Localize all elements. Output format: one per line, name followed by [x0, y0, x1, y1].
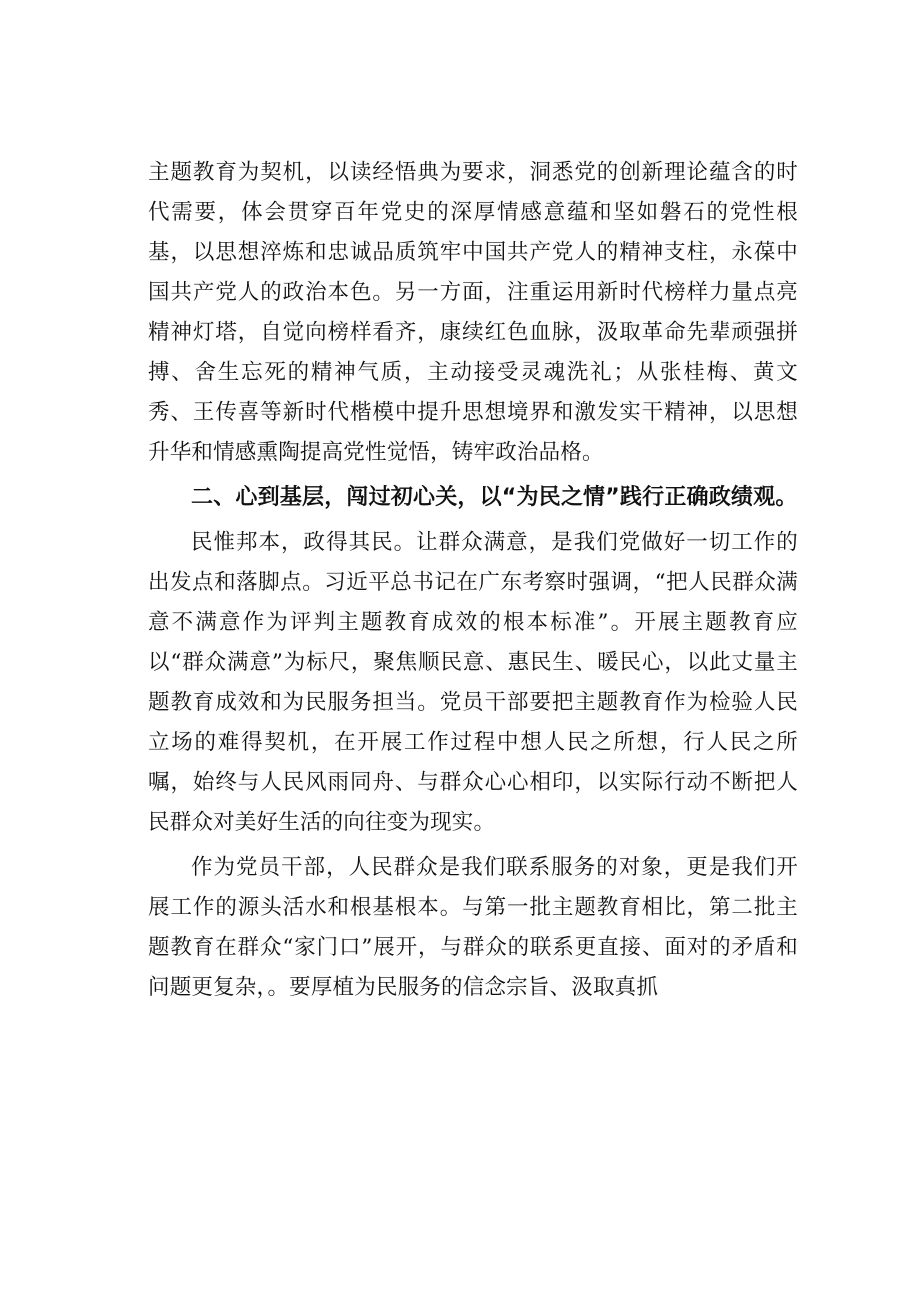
- paragraph-continued: 主题教育为契机，以读经悟典为要求，洞悉党的创新理论蕴含的时代需要，体会贯穿百年党史的深厚情感意蕴和坚如磐石的党性根基，以思想淬炼和忠诚品质筑牢中国共产党人的精神支柱，永葆中国共产党人的政治本色。另一方面，注重运用新时代榜样力量点亮精神灯塔，自觉向榜样看齐，康续红色血脉，汲取革命先辈顽强拼搏、舍生忘死的精神气质，主动接受灵魂洗礼；从张桂梅、黄文秀、王传喜等新时代楷模中提升思想境界和激发实干精神，以思想升华和情感熏陶提高党性觉悟，铸牢政治品格。: [148, 160, 798, 465]
- paragraph: 民惟邦本，政得其民。让群众满意，是我们党做好一切工作的出发点和落脚点。习近平总书记在广东考察时强调，“把人民群众满意不满意作为评判主题教育成效的根本标准”。开展主题教育应以“群众满意”为标尺，聚焦顺民意、惠民生、暖民心，以此丈量主题教育成效和为民服务担当。党员干部要把主题教育作为检验人民立场的难得契机，在开展工作过程中想人民之所想，行人民之所嘱，始终与人民风雨同舟、与群众心心相印，以实际行动不断把人民群众对美好生活的向往变为现实。: [148, 530, 798, 835]
- document-body: [148, 153, 798, 1013]
- section-heading: 二、心到基层，闯过初心关，以“为民之情”践行正确政绩观。: [191, 485, 798, 510]
- paragraph: 作为党员干部，人民群众是我们联系服务的对象，更是我们开展工作的源头活水和根基根本。与第一批主题教育相比，第二批主题教育在群众“家门口”展开，与群众的联系更直接、面对的矛盾和问题更复杂，。要厚植为民服务的信念宗旨、汲取真抓: [148, 855, 798, 1000]
